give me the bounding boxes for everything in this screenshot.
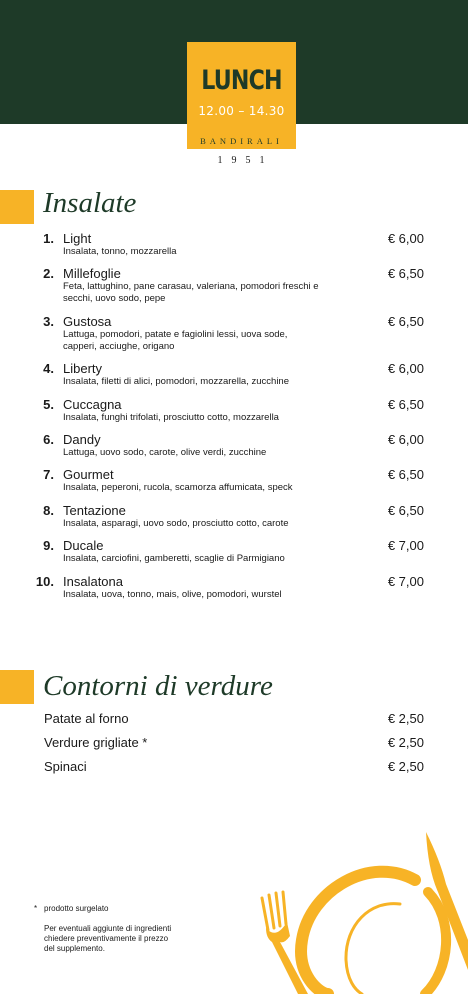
- menu-item: [0, 314, 468, 352]
- item-name: Gustosa: [63, 314, 112, 329]
- item-price: € 6,50: [387, 314, 424, 329]
- item-price: € 6,50: [387, 503, 424, 518]
- item-number: 3.: [43, 314, 54, 329]
- item-description: Insalata, uova, tonno, mais, olive, pomodori, wurstel: [63, 589, 282, 600]
- side-name: Spinaci: [44, 759, 87, 774]
- section-title-salads: Insalate: [43, 187, 137, 219]
- section-marker: [0, 190, 34, 224]
- cutlery-illustration: [250, 820, 468, 994]
- side-price: € 2,50: [387, 735, 424, 750]
- item-price: € 6,00: [387, 432, 424, 447]
- item-number: 2.: [43, 266, 54, 281]
- logo-title: LUNCH: [201, 65, 282, 96]
- item-price: € 7,00: [387, 574, 424, 589]
- note-frozen: prodotto surgelato: [44, 904, 109, 913]
- note-supplement: Per eventuali aggiunte di ingredienti chiedere preventivamente il prezzo del supplemento.: [44, 924, 172, 953]
- item-number: 4.: [43, 361, 54, 376]
- section-title-sides: Contorni di verdure: [43, 670, 273, 702]
- item-name: Ducale: [63, 538, 104, 553]
- item-description: Insalata, tonno, mozzarella: [63, 246, 177, 257]
- note-asterisk: *: [34, 904, 38, 913]
- item-description: Insalata, carciofini, gamberetti, scaglie di Parmigiano: [63, 553, 285, 564]
- item-name: Millefoglie: [63, 266, 121, 281]
- section-marker: [0, 670, 34, 704]
- menu-item: [0, 574, 468, 606]
- item-description: Lattuga, uovo sodo, carote, olive verdi, zucchine: [63, 447, 267, 458]
- plate-icon: [301, 872, 446, 994]
- item-number: 9.: [43, 538, 54, 553]
- item-number: 7.: [43, 467, 54, 482]
- item-number: 8.: [43, 503, 54, 518]
- logo-hours: 12.00 – 14.30: [198, 104, 285, 118]
- item-price: € 6,50: [387, 397, 424, 412]
- item-price: € 6,00: [387, 231, 424, 246]
- item-name: Dandy: [63, 432, 101, 447]
- menu-item: [0, 266, 468, 304]
- side-name: Patate al forno: [44, 711, 129, 726]
- side-item: [0, 735, 468, 753]
- item-number: 5.: [43, 397, 54, 412]
- side-item: [0, 759, 468, 777]
- item-description: Feta, lattughino, pane carasau, valeriana, pomodori freschi e secchi, uovo sodo, pepe: [63, 281, 319, 304]
- brand-year: 1951: [217, 155, 274, 166]
- menu-item: [0, 432, 468, 464]
- item-name: Tentazione: [63, 503, 126, 518]
- item-price: € 6,00: [387, 361, 424, 376]
- item-name: Insalatona: [63, 574, 123, 589]
- menu-item: [0, 397, 468, 429]
- item-price: € 6,50: [387, 467, 424, 482]
- item-name: Cuccagna: [63, 397, 122, 412]
- item-price: € 6,50: [387, 266, 424, 281]
- item-name: Liberty: [63, 361, 103, 376]
- item-description: Insalata, funghi trifolati, prosciutto cotto, mozzarella: [63, 412, 279, 423]
- item-price: € 7,00: [387, 538, 424, 553]
- item-number: 10.: [35, 574, 54, 589]
- brand-name: BANDIRALI: [200, 136, 283, 146]
- item-name: Gourmet: [63, 467, 114, 482]
- menu-item: [0, 503, 468, 535]
- side-price: € 2,50: [387, 759, 424, 774]
- item-number: 6.: [43, 432, 54, 447]
- side-item: [0, 711, 468, 729]
- menu-item: [0, 538, 468, 570]
- item-number: 1.: [43, 231, 54, 246]
- menu-item: [0, 467, 468, 499]
- item-description: Insalata, asparagi, uovo sodo, prosciutto cotto, carote: [63, 518, 289, 529]
- item-description: Lattuga, pomodori, patate e fagiolini lessi, uova sode, capperi, acciughe, origano: [63, 329, 288, 352]
- menu-item: [0, 231, 468, 263]
- item-description: Insalata, filetti di alici, pomodori, mozzarella, zucchine: [63, 376, 289, 387]
- side-name: Verdure grigliate *: [44, 735, 148, 750]
- side-price: € 2,50: [387, 711, 424, 726]
- item-name: Light: [63, 231, 92, 246]
- menu-item: [0, 361, 468, 393]
- item-description: Insalata, peperoni, rucola, scamorza affumicata, speck: [63, 482, 293, 493]
